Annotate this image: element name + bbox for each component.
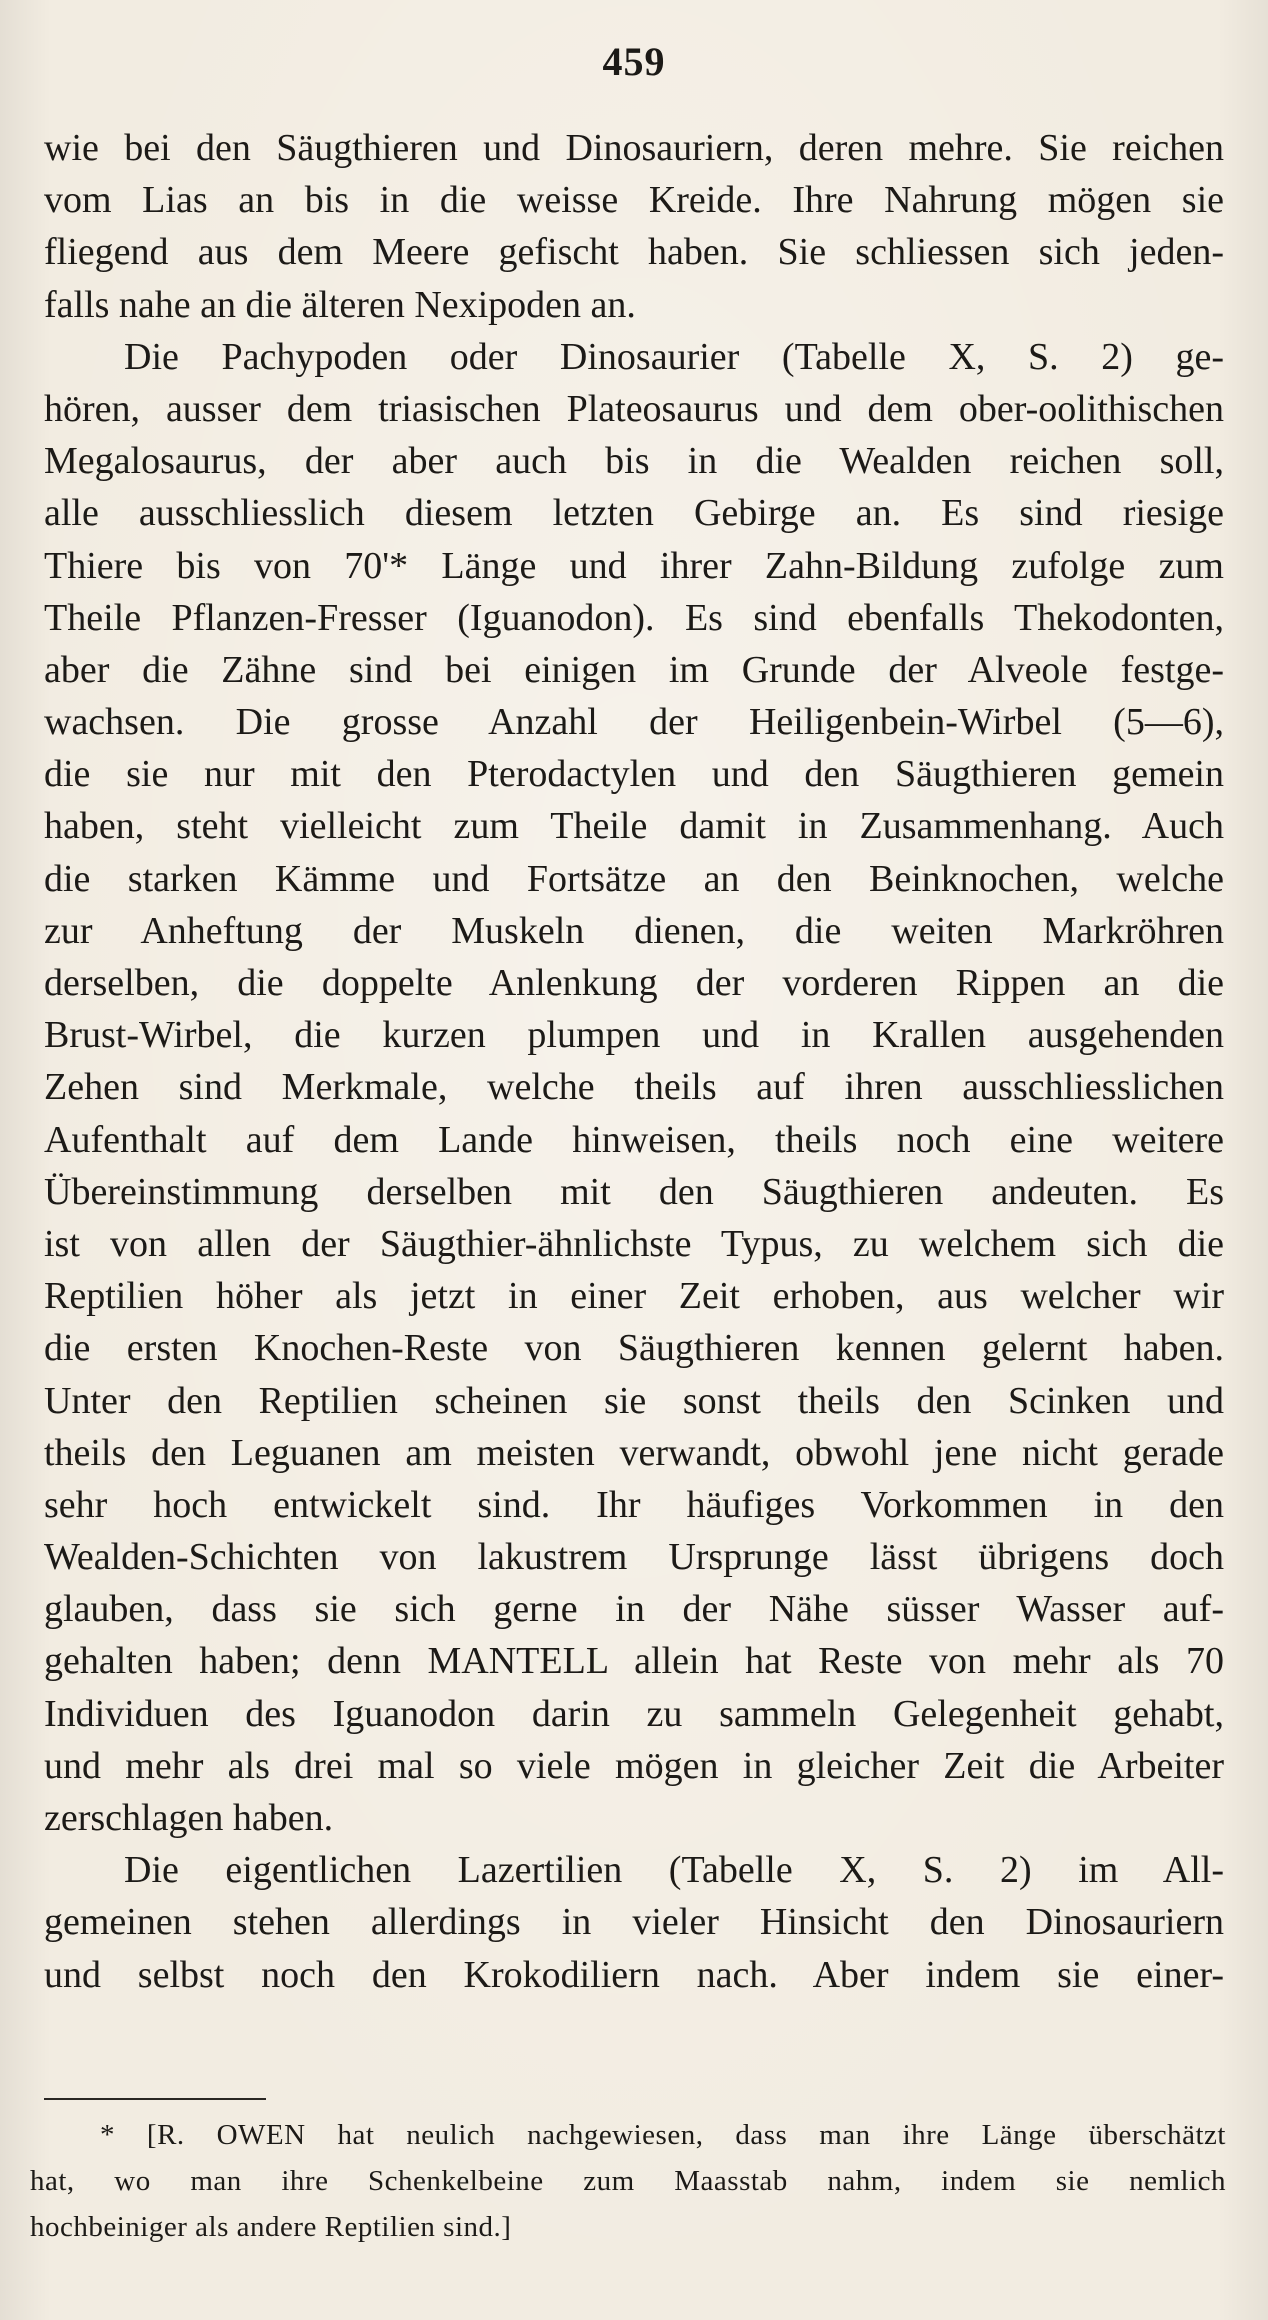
text-line: ist von allen der Säugthier-ähnlichste Typus, zu welchem sich die bbox=[44, 1222, 1224, 1265]
footnote-divider bbox=[44, 2098, 266, 2100]
text-line: und mehr als drei mal so viele mögen in gleicher Zeit die Arbeiter bbox=[44, 1744, 1224, 1787]
text-line: Unter den Reptilien scheinen sie sonst theils den Scinken und bbox=[44, 1379, 1224, 1422]
text-line: Brust-Wirbel, die kurzen plumpen und in Krallen ausgehenden bbox=[44, 1014, 1224, 1057]
text-line: glauben, dass sie sich gerne in der Nähe süsser Wasser auf- bbox=[44, 1588, 1224, 1631]
text-line: die ersten Knochen-Reste von Säugthieren kennen gelernt haben. bbox=[44, 1327, 1224, 1370]
text-line: Zehen sind Merkmale, welche theils auf ihren ausschliesslichen bbox=[44, 1066, 1224, 1109]
text-line: gemeinen stehen allerdings in vieler Hinsicht den Dinosauriern bbox=[44, 1901, 1224, 1944]
footnote-line: hochbeiniger als andere Reptilien sind.] bbox=[30, 2211, 512, 2243]
text-line: sehr hoch entwickelt sind. Ihr häufiges Vorkommen in den bbox=[44, 1483, 1224, 1526]
text-line: zerschlagen haben. bbox=[44, 1797, 334, 1839]
footnote bbox=[30, 2112, 1226, 2250]
text-line: Reptilien höher als jetzt in einer Zeit erhoben, aus welcher wir bbox=[44, 1275, 1224, 1318]
text-line: gehalten haben; denn MANTELL allein hat Reste von mehr als 70 bbox=[44, 1640, 1224, 1683]
text-line: vom Lias an bis in die weisse Kreide. Ihre Nahrung mögen sie bbox=[44, 179, 1224, 222]
page-number: 459 bbox=[602, 39, 666, 84]
body-text bbox=[44, 122, 1224, 2001]
text-line: aber die Zähne sind bei einigen im Grunde der Alveole festge- bbox=[44, 648, 1224, 691]
text-line: hören, ausser dem triasischen Plateosaurus und dem ober-oolithischen bbox=[44, 387, 1224, 430]
text-line: wachsen. Die grosse Anzahl der Heiligenbein-Wirbel (5—6), bbox=[44, 701, 1224, 744]
text-line: die starken Kämme und Fortsätze an den Beinknochen, welche bbox=[44, 857, 1224, 900]
text-line: Wealden-Schichten von lakustrem Ursprunge lässt übrigens doch bbox=[44, 1536, 1224, 1579]
text-line: Theile Pflanzen-Fresser (Iguanodon). Es sind ebenfalls Thekodonten, bbox=[44, 596, 1224, 639]
text-line: haben, steht vielleicht zum Theile damit in Zusammenhang. Auch bbox=[44, 805, 1224, 848]
text-line: theils den Leguanen am meisten verwandt, obwohl jene nicht gerade bbox=[44, 1431, 1224, 1474]
footnote-line: hat, wo man ihre Schenkelbeine zum Maasstab nahm, indem sie nemlich bbox=[30, 2165, 1226, 2197]
footnote-line: * [R. OWEN hat neulich nachgewiesen, dass man ihre Länge überschätzt bbox=[100, 2119, 1226, 2151]
text-line: Die Pachypoden oder Dinosaurier (Tabelle X, S. 2) ge- bbox=[124, 335, 1224, 378]
text-line: Die eigentlichen Lazertilien (Tabelle X, S. 2) im All- bbox=[124, 1849, 1224, 1892]
text-line: wie bei den Säugthieren und Dinosauriern, deren mehre. Sie reichen bbox=[44, 127, 1224, 169]
text-line: Individuen des Iguanodon darin zu sammeln Gelegenheit gehabt, bbox=[44, 1692, 1224, 1735]
text-line: fliegend aus dem Meere gefischt haben. Sie schliessen sich jeden- bbox=[44, 231, 1224, 274]
text-line: und selbst noch den Krokodiliern nach. Aber indem sie einer- bbox=[44, 1953, 1224, 1996]
text-line: zur Anheftung der Muskeln dienen, die weiten Markröhren bbox=[44, 909, 1224, 952]
text-line: derselben, die doppelte Anlenkung der vorderen Rippen an die bbox=[44, 962, 1224, 1004]
text-line: die sie nur mit den Pterodactylen und den Säugthieren gemein bbox=[44, 753, 1224, 796]
text-line: alle ausschliesslich diesem letzten Gebirge an. Es sind riesige bbox=[44, 492, 1224, 535]
text-line: falls nahe an die älteren Nexipoden an. bbox=[44, 283, 636, 326]
text-line: Megalosaurus, der aber auch bis in die Wealden reichen soll, bbox=[44, 440, 1224, 483]
text-line: Thiere bis von 70'* Länge und ihrer Zahn-Bildung zufolge zum bbox=[44, 544, 1224, 587]
text-line: Aufenthalt auf dem Lande hinweisen, theils noch eine weitere bbox=[44, 1118, 1224, 1161]
text-line: Übereinstimmung derselben mit den Säugthieren andeuten. Es bbox=[44, 1170, 1224, 1213]
